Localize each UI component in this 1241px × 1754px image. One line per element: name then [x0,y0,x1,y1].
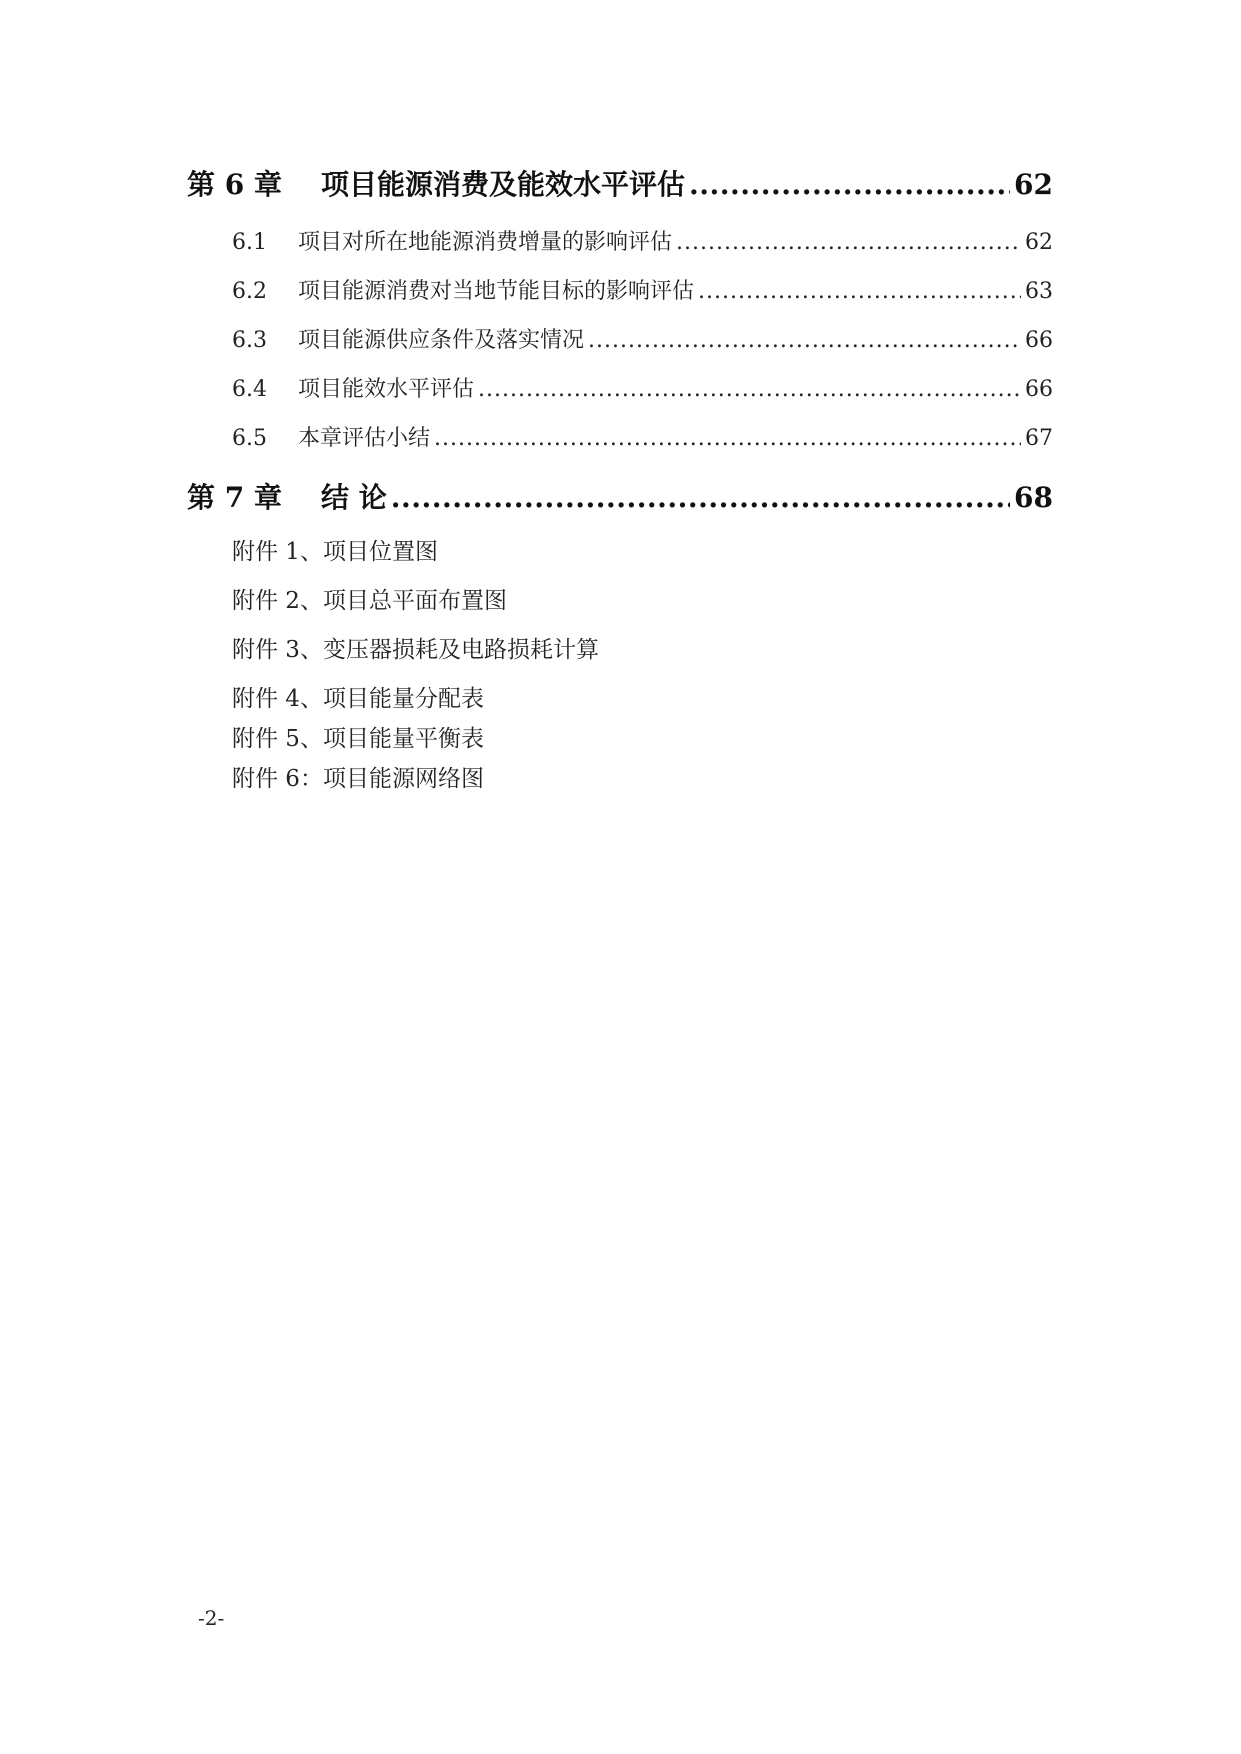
annex-item-5: 附件 5、项目能量平衡表 [232,726,484,752]
toc-chapter-7-label: 第 7 章 [187,481,282,514]
toc-chapter-7[interactable] [187,476,1053,516]
toc-chapter-6-heading [187,163,685,203]
toc-section-6-2[interactable] [232,274,1053,305]
toc-dot-leader [588,328,1021,353]
toc-dot-leader [698,279,1021,304]
toc-section-number: 6.5 [232,426,267,451]
toc-section-page: 63 [1025,279,1053,304]
toc-section-page: 66 [1025,377,1053,402]
toc-section-number: 6.2 [232,279,267,304]
toc-section-6-3[interactable] [232,323,1053,354]
annex-item-4: 附件 4、项目能量分配表 [232,686,484,712]
toc-chapter-7-title: 结 论 [320,481,387,514]
toc-dot-leader [676,230,1021,255]
toc-chapter-7-heading [187,476,387,516]
toc-dot-leader [391,481,1010,514]
toc-dot-leader [434,426,1021,451]
toc-chapter-6-label: 第 6 章 [187,168,282,201]
toc-chapter-6-page: 62 [1014,168,1053,201]
toc-section-number: 6.3 [232,328,267,353]
annex-item-3: 附件 3、变压器损耗及电路损耗计算 [232,637,599,663]
toc-chapter-6-title: 项目能源消费及能效水平评估 [320,168,685,201]
toc-section-number: 6.1 [232,230,267,255]
toc-section-title: 项目能效水平评估 [298,377,475,402]
toc-dot-leader [689,168,1010,201]
toc-section-page: 66 [1025,328,1053,353]
toc-section-page: 62 [1025,230,1053,255]
toc-section-title: 本章评估小结 [298,426,431,451]
toc-section-title: 项目对所在地能源消费增量的影响评估 [298,230,673,255]
page-number: -2- [198,1606,225,1630]
toc-section-6-1[interactable] [232,225,1053,256]
toc-section-6-5[interactable] [232,421,1053,452]
toc-chapter-7-page: 68 [1014,481,1053,514]
toc-section-page: 67 [1025,426,1053,451]
annex-item-2: 附件 2、项目总平面布置图 [232,588,507,614]
annex-item-6: 附件 6：项目能源网络图 [232,766,484,792]
toc-section-6-4[interactable] [232,372,1053,403]
toc-chapter-6[interactable] [187,163,1053,203]
annex-item-1: 附件 1、项目位置图 [232,539,438,565]
toc-section-title: 项目能源消费对当地节能目标的影响评估 [298,279,695,304]
toc-section-title: 项目能源供应条件及落实情况 [298,328,585,353]
toc-section-number: 6.4 [232,377,267,402]
toc-dot-leader [478,377,1021,402]
